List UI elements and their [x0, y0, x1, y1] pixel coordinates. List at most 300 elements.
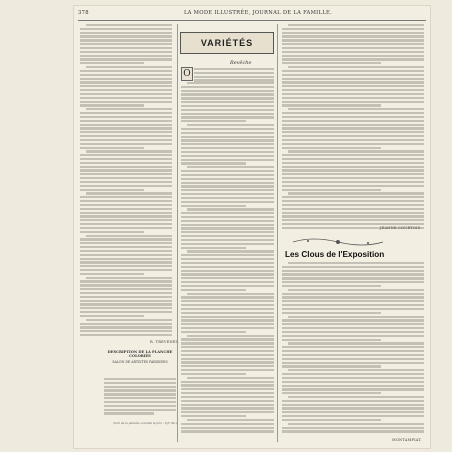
text-line — [282, 196, 424, 198]
text-line — [282, 358, 424, 360]
text-line — [282, 62, 381, 64]
text-line — [181, 182, 274, 184]
text-line — [80, 93, 172, 95]
text-line — [181, 262, 274, 264]
text-line — [187, 293, 274, 295]
page-number: 378 — [78, 10, 89, 16]
text-line — [80, 330, 172, 332]
text-line — [80, 28, 172, 30]
text-line — [181, 162, 246, 164]
text-line — [282, 154, 424, 156]
text-line — [80, 303, 172, 305]
running-title: LA MODE ILLUSTRÉE, JOURNAL DE LA FAMILLE. — [183, 10, 333, 16]
text-line — [282, 388, 424, 390]
text-line — [282, 270, 424, 272]
text-line — [80, 307, 172, 309]
text-line — [104, 412, 154, 414]
text-line — [187, 250, 274, 252]
text-line — [181, 90, 274, 92]
text-line — [282, 93, 424, 95]
plate-title: DESCRIPTION DE LA PLANCHE COLORIÉE — [107, 350, 173, 359]
text-line — [181, 331, 246, 333]
text-line — [86, 108, 172, 110]
text-line — [181, 273, 274, 275]
text-line — [194, 76, 274, 78]
text-line — [194, 68, 274, 70]
text-line — [282, 135, 424, 137]
text-line — [181, 197, 274, 199]
text-line — [181, 189, 274, 191]
text-line — [181, 93, 274, 95]
text-line — [181, 296, 274, 298]
text-line — [282, 223, 424, 225]
text-line — [80, 196, 172, 198]
text-line — [80, 300, 172, 302]
text-line — [80, 139, 172, 141]
text-line — [80, 284, 172, 286]
text-line — [282, 181, 424, 183]
text-line — [282, 127, 424, 129]
text-line — [282, 308, 424, 310]
middle-signature: JEANNE COURTOIS. — [380, 226, 422, 230]
text-line — [181, 427, 274, 429]
text-line — [288, 369, 424, 371]
story-title: Revêche — [230, 60, 252, 66]
clous-title-line: Les Clous de l'Exposition — [285, 250, 385, 259]
text-line — [104, 405, 176, 407]
text-line — [80, 185, 172, 187]
text-line — [187, 124, 274, 126]
text-line — [181, 323, 274, 325]
text-line — [80, 173, 172, 175]
text-line — [104, 409, 176, 411]
text-line — [86, 319, 172, 321]
text-line — [80, 35, 172, 37]
text-line — [80, 124, 172, 126]
text-line — [80, 131, 172, 133]
text-line — [86, 277, 172, 279]
text-line — [282, 381, 424, 383]
text-line — [282, 143, 424, 145]
text-line — [282, 124, 424, 126]
text-line — [282, 58, 424, 60]
text-line — [181, 411, 274, 413]
text-line — [181, 224, 274, 226]
text-line — [181, 338, 274, 340]
left-column-text — [80, 24, 172, 342]
text-line — [80, 135, 172, 137]
text-line — [80, 43, 172, 45]
text-line — [181, 139, 274, 141]
text-line — [80, 215, 172, 217]
text-line — [282, 147, 381, 149]
text-line — [181, 216, 274, 218]
text-line — [181, 277, 274, 279]
text-line — [282, 104, 381, 106]
text-line — [181, 266, 274, 268]
text-line — [181, 392, 274, 394]
text-line — [282, 112, 424, 114]
text-line — [80, 104, 144, 106]
text-line — [181, 239, 274, 241]
column-divider-2 — [277, 24, 278, 442]
text-line — [80, 97, 172, 99]
text-line — [282, 319, 424, 321]
text-line — [282, 47, 424, 49]
text-line — [282, 177, 424, 179]
text-line — [181, 350, 274, 352]
text-line — [181, 151, 274, 153]
text-line — [181, 358, 274, 360]
text-line — [282, 212, 424, 214]
text-line — [181, 373, 246, 375]
text-line — [181, 159, 274, 161]
text-line — [86, 24, 172, 26]
text-line — [80, 323, 172, 325]
text-line — [104, 401, 176, 403]
text-line — [104, 389, 176, 391]
text-line — [80, 200, 172, 202]
text-line — [80, 70, 172, 72]
text-line — [282, 97, 424, 99]
text-line — [282, 74, 424, 76]
text-line — [282, 169, 424, 171]
text-line — [282, 131, 424, 133]
text-line — [181, 116, 274, 118]
text-line — [181, 327, 274, 329]
text-line — [282, 419, 381, 421]
varietes-banner — [180, 32, 274, 54]
text-line — [181, 128, 274, 130]
text-line — [181, 254, 274, 256]
text-line — [282, 339, 381, 341]
text-line — [181, 361, 274, 363]
text-line — [187, 166, 274, 168]
text-line — [282, 215, 424, 217]
text-line — [282, 273, 424, 275]
text-line — [282, 365, 381, 367]
text-line — [181, 289, 246, 291]
text-line — [282, 35, 424, 37]
text-line — [282, 189, 381, 191]
text-line — [80, 265, 172, 267]
text-line — [104, 386, 176, 388]
text-line — [181, 147, 274, 149]
text-line — [282, 327, 424, 329]
text-line — [282, 51, 424, 53]
text-line — [80, 269, 172, 271]
page-header — [78, 8, 426, 20]
divider-ornament — [288, 236, 388, 248]
text-line — [181, 86, 274, 88]
text-line — [181, 369, 274, 371]
text-line — [282, 404, 424, 406]
text-line — [282, 166, 424, 168]
text-line — [282, 185, 424, 187]
text-line — [104, 393, 176, 395]
text-line — [181, 101, 274, 103]
text-line — [282, 85, 424, 87]
text-line — [80, 55, 172, 57]
text-line — [80, 116, 172, 118]
text-line — [80, 81, 172, 83]
text-line — [181, 155, 274, 157]
text-line — [282, 173, 424, 175]
text-line — [181, 205, 246, 207]
text-line — [80, 101, 172, 103]
text-line — [181, 396, 274, 398]
text-line — [80, 32, 172, 34]
text-line — [181, 308, 274, 310]
text-line — [80, 89, 172, 91]
text-line — [282, 39, 424, 41]
text-line — [181, 354, 274, 356]
text-line — [282, 200, 424, 202]
text-line — [181, 143, 274, 145]
text-line — [80, 223, 172, 225]
text-line — [181, 430, 274, 432]
text-line — [282, 281, 424, 283]
text-line — [181, 170, 274, 172]
text-line — [86, 235, 172, 237]
plate-footnote: (Voir de la planche coloriée le prix : 0 fr. 60.) — [113, 421, 177, 425]
text-line — [80, 78, 172, 80]
text-line — [282, 411, 424, 413]
text-line — [181, 220, 274, 222]
varietes-label: VARIÉTÉS — [200, 38, 254, 48]
text-line — [80, 288, 172, 290]
text-line — [282, 350, 424, 352]
text-line — [181, 178, 274, 180]
header-rule — [78, 20, 426, 21]
text-line — [282, 55, 424, 57]
text-line — [288, 316, 424, 318]
text-line — [80, 204, 172, 206]
text-line — [181, 281, 274, 283]
text-line — [181, 113, 274, 115]
text-line — [80, 166, 172, 168]
text-line — [282, 362, 424, 364]
text-line — [80, 127, 172, 129]
text-line — [80, 311, 172, 313]
text-line — [80, 280, 172, 282]
text-line — [80, 315, 144, 317]
text-line — [282, 219, 424, 221]
text-line — [80, 181, 172, 183]
text-line — [181, 300, 274, 302]
text-line — [194, 72, 274, 74]
text-line — [282, 385, 424, 387]
text-line — [282, 120, 424, 122]
plate-text — [104, 378, 176, 418]
middle-column-text — [181, 82, 274, 436]
text-line — [181, 105, 274, 107]
text-line — [181, 400, 274, 402]
text-line — [181, 285, 274, 287]
text-line — [288, 192, 424, 194]
text-line — [282, 346, 424, 348]
text-line — [80, 51, 172, 53]
text-line — [282, 81, 424, 83]
clous-title — [285, 250, 425, 259]
text-line — [80, 158, 172, 160]
text-line — [288, 423, 424, 425]
text-line — [282, 277, 424, 279]
text-line — [282, 89, 424, 91]
text-line — [80, 227, 172, 229]
text-line — [80, 326, 172, 328]
text-line — [187, 335, 274, 337]
text-line — [181, 136, 274, 138]
text-line — [80, 147, 144, 149]
text-line — [80, 162, 172, 164]
text-line — [187, 82, 274, 84]
text-line — [181, 319, 274, 321]
text-line — [80, 112, 172, 114]
text-line — [181, 407, 274, 409]
text-line — [80, 85, 172, 87]
text-line — [104, 378, 176, 380]
text-line — [282, 32, 424, 34]
right-column-text-bottom — [282, 262, 424, 436]
text-line — [282, 430, 424, 432]
text-line — [181, 316, 274, 318]
text-line — [80, 246, 172, 248]
text-line — [282, 296, 424, 298]
text-line — [282, 300, 424, 302]
text-line — [282, 139, 424, 141]
text-line — [80, 120, 172, 122]
text-line — [282, 392, 381, 394]
text-line — [288, 289, 424, 291]
text-line — [282, 293, 424, 295]
text-line — [282, 204, 424, 206]
drop-cap: O — [181, 67, 193, 81]
text-line — [80, 154, 172, 156]
text-line — [181, 384, 274, 386]
text-line — [282, 116, 424, 118]
text-line — [282, 377, 424, 379]
text-line — [181, 120, 246, 122]
text-line — [80, 143, 172, 145]
text-line — [181, 132, 274, 134]
text-line — [80, 231, 144, 233]
text-line — [288, 66, 424, 68]
bottom-signature: MONTAMPIAT. — [392, 438, 422, 442]
text-line — [80, 177, 172, 179]
text-line — [282, 43, 424, 45]
text-line — [181, 423, 274, 425]
text-line — [282, 101, 424, 103]
plate-subtitle: SALON DE ARTISTES PARISIENS — [112, 359, 168, 364]
text-line — [282, 335, 424, 337]
text-line — [181, 243, 274, 245]
text-line — [181, 404, 274, 406]
text-line — [181, 193, 274, 195]
text-line — [181, 212, 274, 214]
text-line — [80, 242, 172, 244]
text-line — [80, 292, 172, 294]
text-line — [181, 227, 274, 229]
text-line — [104, 397, 176, 399]
text-line — [187, 419, 274, 421]
text-line — [181, 415, 246, 417]
text-line — [282, 28, 424, 30]
text-line — [282, 427, 424, 429]
text-line — [282, 312, 381, 314]
text-line — [104, 382, 176, 384]
text-line — [80, 273, 144, 275]
text-line — [181, 304, 274, 306]
text-line — [80, 58, 172, 60]
text-line — [181, 381, 274, 383]
text-line — [86, 66, 172, 68]
text-line — [187, 208, 274, 210]
text-line — [282, 400, 424, 402]
text-line — [181, 185, 274, 187]
text-line — [80, 47, 172, 49]
text-line — [80, 261, 172, 263]
text-line — [288, 342, 424, 344]
text-line — [86, 192, 172, 194]
text-line — [181, 312, 274, 314]
text-line — [181, 235, 274, 237]
text-line — [181, 201, 274, 203]
text-line — [80, 189, 144, 191]
plate-description — [100, 350, 180, 380]
text-line — [181, 231, 274, 233]
text-line — [80, 212, 172, 214]
middle-column-text-top — [194, 68, 274, 82]
text-line — [282, 266, 424, 268]
right-column-text-top — [282, 24, 424, 230]
text-line — [288, 108, 424, 110]
text-line — [181, 342, 274, 344]
text-line — [282, 331, 424, 333]
varietes-header — [180, 32, 272, 58]
text-line — [80, 334, 172, 336]
text-line — [181, 247, 246, 249]
text-line — [80, 39, 172, 41]
text-line — [288, 150, 424, 152]
text-line — [80, 296, 172, 298]
text-line — [282, 407, 424, 409]
text-line — [282, 304, 424, 306]
text-line — [282, 285, 381, 287]
text-line — [282, 78, 424, 80]
text-line — [80, 238, 172, 240]
text-line — [288, 262, 424, 264]
text-line — [181, 365, 274, 367]
text-line — [181, 388, 274, 390]
left-signature: R. TREVENEY. — [150, 340, 180, 344]
text-line — [80, 62, 144, 64]
text-line — [80, 208, 172, 210]
text-line — [181, 97, 274, 99]
text-line — [282, 373, 424, 375]
text-line — [282, 70, 424, 72]
text-line — [86, 150, 172, 152]
text-line — [282, 162, 424, 164]
text-line — [288, 396, 424, 398]
text-line — [181, 270, 274, 272]
text-line — [282, 354, 424, 356]
text-line — [80, 169, 172, 171]
text-line — [282, 323, 424, 325]
text-line — [288, 24, 424, 26]
text-line — [282, 208, 424, 210]
text-line — [282, 158, 424, 160]
